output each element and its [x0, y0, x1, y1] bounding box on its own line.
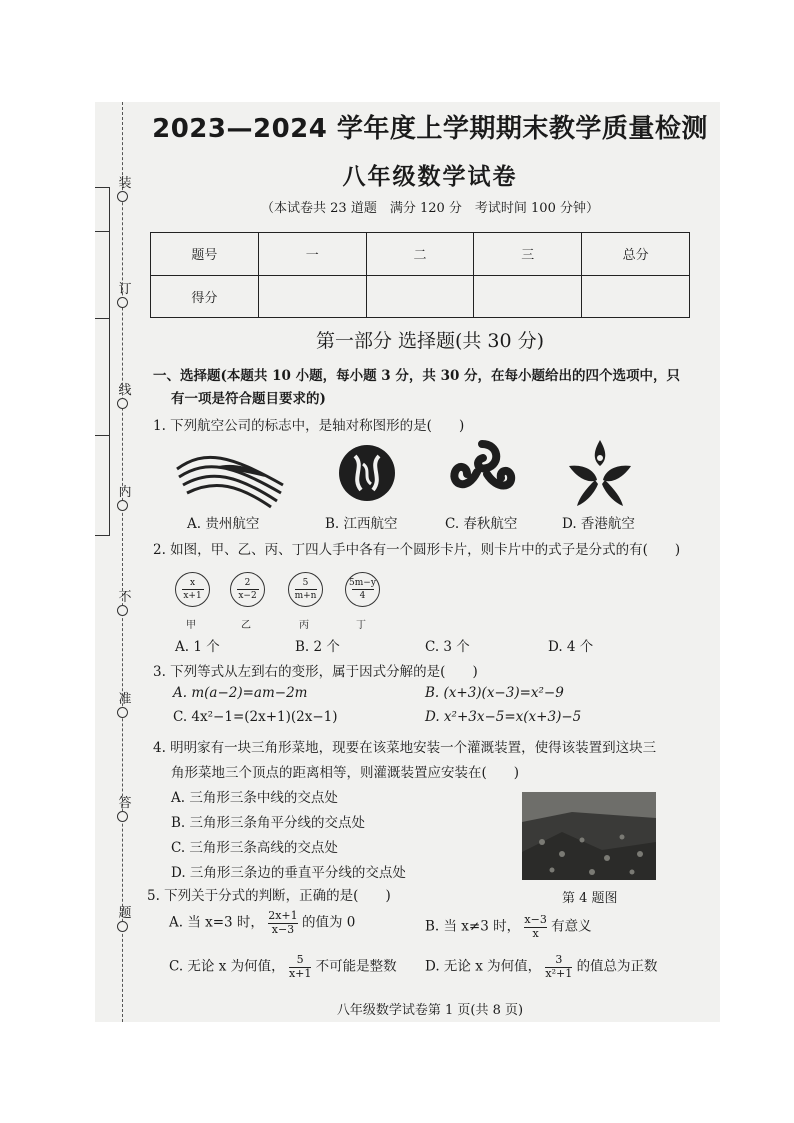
margin-char: 不 [118, 590, 132, 605]
score-header-cell: 二 [366, 233, 474, 276]
binding-hole [117, 191, 128, 202]
q2-option: B. 2 个 [295, 639, 340, 655]
q3-option: A. m(a−2)=am−2m [173, 685, 308, 701]
q5-option-b: B. 当 x≠3 时， $\frac{x-3}{x}$ 有意义 [425, 913, 592, 940]
binding-hole [117, 707, 128, 718]
score-table [150, 232, 690, 318]
fraction-card-bing: 5 m+n [288, 572, 323, 607]
instructions-line: 一、选择题(本题共 10 小题，每小题 3 分，共 30 分，在每小题给出的四个选项中，只 [153, 368, 681, 384]
q1-option: C. 春秋航空 [445, 516, 518, 532]
card-label: 甲 [186, 620, 196, 631]
binding-hole [117, 605, 128, 616]
margin-char: 装 [118, 176, 132, 191]
q4-option: C. 三角形三条高线的交点处 [171, 840, 338, 856]
q1-option: B. 江西航空 [325, 516, 398, 532]
q3-stem: 3. 下列等式从左到右的变形，属于因式分解的是( ) [153, 664, 478, 680]
card-label: 丁 [356, 620, 366, 631]
hong-kong-airlines-logo-icon [565, 438, 635, 508]
q4-option: A. 三角形三条中线的交点处 [171, 790, 338, 806]
score-cell[interactable] [258, 275, 366, 318]
card-label: 乙 [241, 620, 251, 631]
q1-stem: 1. 下列航空公司的标志中，是轴对称图形的是( ) [153, 418, 465, 434]
binding-hole [117, 811, 128, 822]
score-cell[interactable] [474, 275, 582, 318]
exam-title: 2023—2024 学年度上学期期末教学质量检测 [152, 114, 708, 144]
q2-option: D. 4 个 [548, 639, 594, 655]
binding-dashed-line [122, 102, 123, 1022]
q4-option: B. 三角形三条角平分线的交点处 [171, 815, 366, 831]
score-header-cell: 一 [258, 233, 366, 276]
fraction-card-jia: x x+1 [175, 572, 210, 607]
q5-stem: 5. 下列关于分式的判断，正确的是( ) [147, 888, 391, 904]
q3-option: B. (x+3)(x−3)=x²−9 [425, 685, 564, 701]
card-label: 丙 [299, 620, 309, 631]
q5-option-a: A. 当 x=3 时， $\frac{2x+1}{x-3}$ 的值为 0 [169, 909, 356, 936]
fraction-card-yi: 2 x−2 [230, 572, 265, 607]
margin-char: 订 [118, 282, 132, 297]
vegetable-field-photo [522, 792, 656, 880]
binding-info-box [95, 187, 110, 536]
q1-option: D. 香港航空 [562, 516, 635, 532]
exam-page [95, 102, 720, 1022]
instructions-line: 有一项是符合题目要求的) [171, 391, 326, 407]
exam-info: （本试卷共 23 道题 满分 120 分 考试时间 100 分钟） [261, 201, 599, 216]
score-header-cell: 三 [474, 233, 582, 276]
margin-char: 答 [118, 796, 132, 811]
q4-option: D. 三角形三条边的垂直平分线的交点处 [171, 865, 406, 881]
spring-airlines-logo-icon [447, 438, 517, 508]
q4-stem: 角形菜地三个顶点的距离相等，则灌溉装置应安装在( ) [171, 765, 520, 781]
margin-char: 线 [118, 383, 132, 398]
figure-caption: 第 4 题图 [562, 891, 618, 906]
fraction-card-ding: 5m−y 4 [345, 572, 380, 607]
q4-stem: 4. 明明家有一块三角形菜地，现要在该菜地安装一个灌溉装置，使得该装置到这块三 [153, 740, 657, 756]
margin-char: 准 [118, 692, 132, 707]
q2-stem: 2. 如图，甲、乙、丙、丁四人手中各有一个圆形卡片，则卡片中的式子是分式的有( ) [153, 542, 681, 558]
q2-option: A. 1 个 [175, 639, 220, 655]
score-cell[interactable] [366, 275, 474, 318]
margin-char: 内 [118, 485, 132, 500]
q5-option-d: D. 无论 x 为何值， $\frac{3}{\text{x²+1}}$ 的值总为正数 [425, 953, 658, 980]
binding-hole [117, 297, 128, 308]
q5-option-c: C. 无论 x 为何值， $\frac{5}{x+1}$ 不可能是整数 [169, 953, 397, 980]
score-cell[interactable] [582, 275, 690, 318]
guizhou-airlines-logo-icon [175, 447, 285, 512]
jiangxi-airlines-logo-icon [337, 442, 397, 504]
margin-char: 题 [118, 906, 132, 921]
q3-option: D. x²+3x−5=x(x+3)−5 [425, 709, 582, 725]
q2-option: C. 3 个 [425, 639, 470, 655]
binding-hole [117, 921, 128, 932]
score-row-label: 得分 [151, 275, 259, 318]
exam-subtitle: 八年级数学试卷 [342, 164, 518, 190]
score-header-cell: 总分 [582, 233, 690, 276]
page-footer: 八年级数学试卷第 1 页(共 8 页) [336, 1003, 524, 1018]
binding-hole [117, 500, 128, 511]
score-header-cell: 题号 [151, 233, 259, 276]
section-title: 第一部分 选择题(共 30 分) [315, 330, 545, 352]
binding-hole [117, 398, 128, 409]
q1-option: A. 贵州航空 [187, 516, 260, 532]
q3-option: C. 4x²−1=(2x+1)(2x−1) [173, 709, 338, 725]
